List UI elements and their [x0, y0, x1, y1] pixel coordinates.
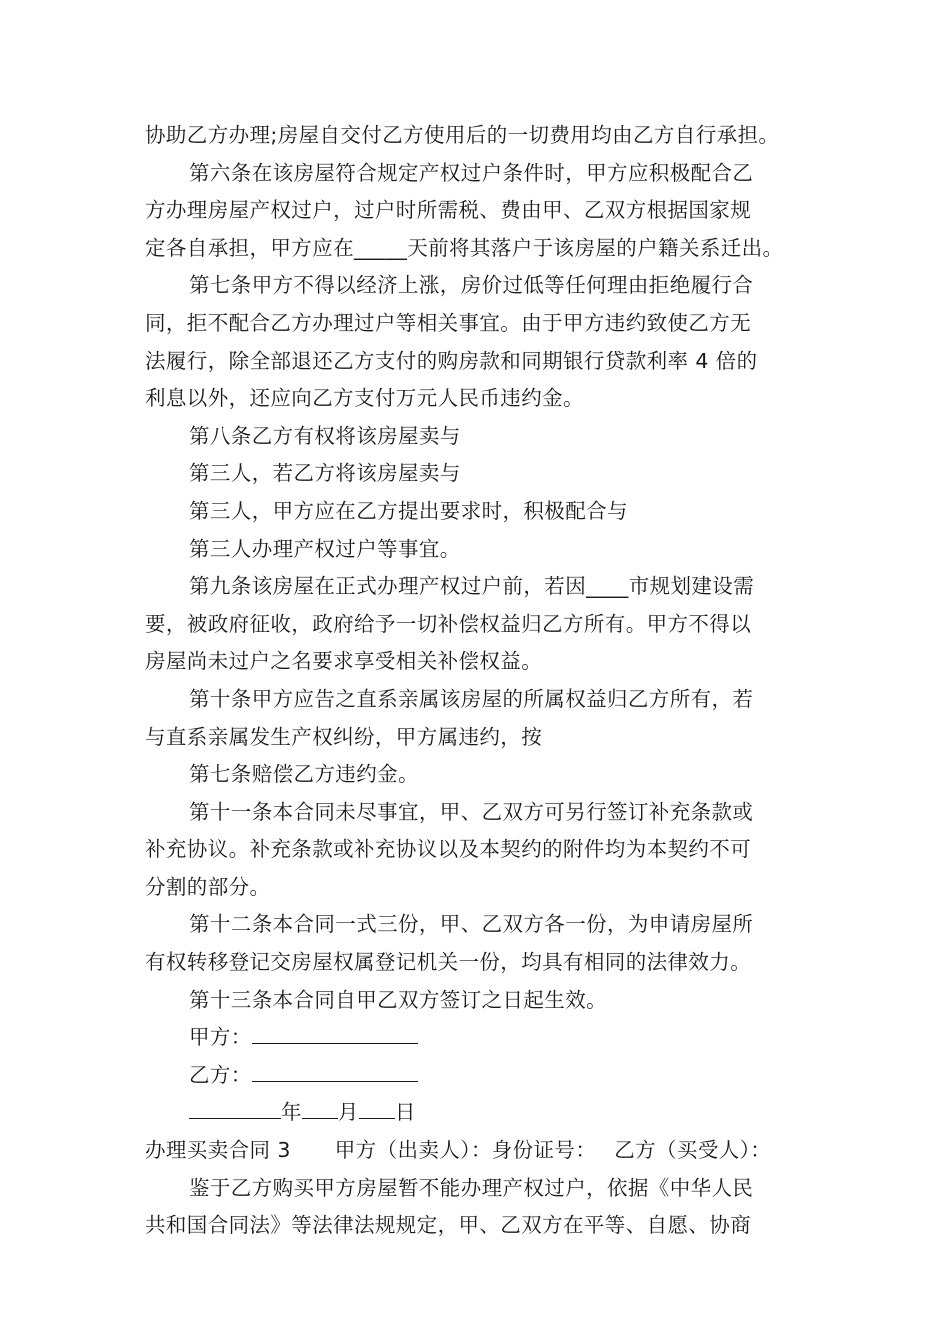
text-line: 第三人，若乙方将该房屋卖与 [189, 461, 461, 486]
signing-date [145, 1094, 807, 1132]
next-contract-header [145, 1132, 807, 1170]
party-b-label: 乙方： [189, 1062, 252, 1087]
text-line: 补充协议。补充条款或补充协议以及本契约的附件均为本契约不可 [145, 837, 752, 862]
text-line: 第三人，甲方应在乙方提出要求时，积极配合与 [189, 498, 628, 523]
text-line: 方办理房屋产权过户，过户时所需税、费由甲、乙双方根据国家规 [145, 198, 752, 223]
party-a-signature-blank [252, 1021, 418, 1044]
text-line: 利息以外，还应向乙方支付万元人民币违约金。 [145, 386, 584, 411]
text-line: 分割的部分。 [145, 874, 271, 899]
year-label: 年 [281, 1100, 302, 1125]
text-line: 第七条赔偿乙方违约金。 [189, 762, 419, 787]
party-a-signature [145, 1019, 807, 1057]
text-line: 第十条甲方应告之直系亲属该房屋的所属权益归乙方所有，若 [189, 686, 754, 711]
text-line: 第六条在该房屋符合规定产权过户条件时，甲方应积极配合乙 [189, 160, 754, 185]
document-body [145, 117, 807, 1245]
month-label: 月 [337, 1100, 359, 1125]
next-contract-title: 办理买卖合同 3 [145, 1138, 291, 1163]
text-line: 定各自承担，甲方应在_____天前将其落户于该房屋的户籍关系迁出。 [145, 235, 784, 260]
text-line: 第十三条本合同自甲乙双方签订之日起生效。 [189, 987, 607, 1012]
party-a-label: 甲方： [189, 1025, 252, 1050]
next-contract-preamble [145, 1170, 807, 1245]
year-blank [189, 1096, 281, 1119]
text-line: 第三人办理产权过户等事宜。 [189, 536, 461, 561]
buyer-info: 乙方（买受人）： [614, 1138, 772, 1163]
text-line: 要，被政府征收，政府给予一切补偿权益归乙方所有。甲方不得以 [145, 611, 752, 636]
day-blank [359, 1096, 395, 1119]
text-line: 第九条该房屋在正式办理产权过户前，若因____市规划建设需 [189, 574, 755, 599]
text-line: 第十一条本合同未尽事宜，甲、乙双方可另行签订补充条款或 [189, 799, 754, 824]
day-label: 日 [394, 1100, 416, 1125]
month-blank [302, 1096, 338, 1119]
text-line: 与直系亲属发生产权纠纷，甲方属违约，按 [145, 724, 543, 749]
text-line: 有权转移登记交房屋权属登记机关一份，均具有相同的法律效力。 [145, 950, 752, 975]
text-line: 第七条甲方不得以经济上涨，房价过低等任何理由拒绝履行合 [189, 273, 754, 298]
contract-clauses [145, 117, 807, 1019]
text-line: 房屋尚未过户之名要求享受相关补偿权益。 [145, 649, 543, 674]
text-line: 第八条乙方有权将该房屋卖与 [189, 423, 461, 448]
text-line: 第十二条本合同一式三份，甲、乙双方各一份，为申请房屋所 [189, 912, 754, 937]
seller-info: 甲方（出卖人）：身份证号： [334, 1138, 597, 1163]
text-line: 鉴于乙方购买甲方房屋暂不能办理产权过户，依据《中华人民 [189, 1175, 754, 1200]
text-line: 同，拒不配合乙方办理过户等相关事宜。由于甲方违约致使乙方无 [145, 310, 752, 335]
party-b-signature [145, 1057, 807, 1095]
party-b-signature-blank [252, 1059, 418, 1082]
text-line: 协助乙方办理;房屋自交付乙方使用后的一切费用均由乙方自行承担。 [145, 123, 780, 147]
text-line: 法履行，除全部退还乙方支付的购房款和同期银行贷款利率 4 倍的 [145, 348, 758, 373]
text-line: 共和国合同法》等法律法规规定，甲、乙双方在平等、自愿、协商 [145, 1213, 752, 1238]
